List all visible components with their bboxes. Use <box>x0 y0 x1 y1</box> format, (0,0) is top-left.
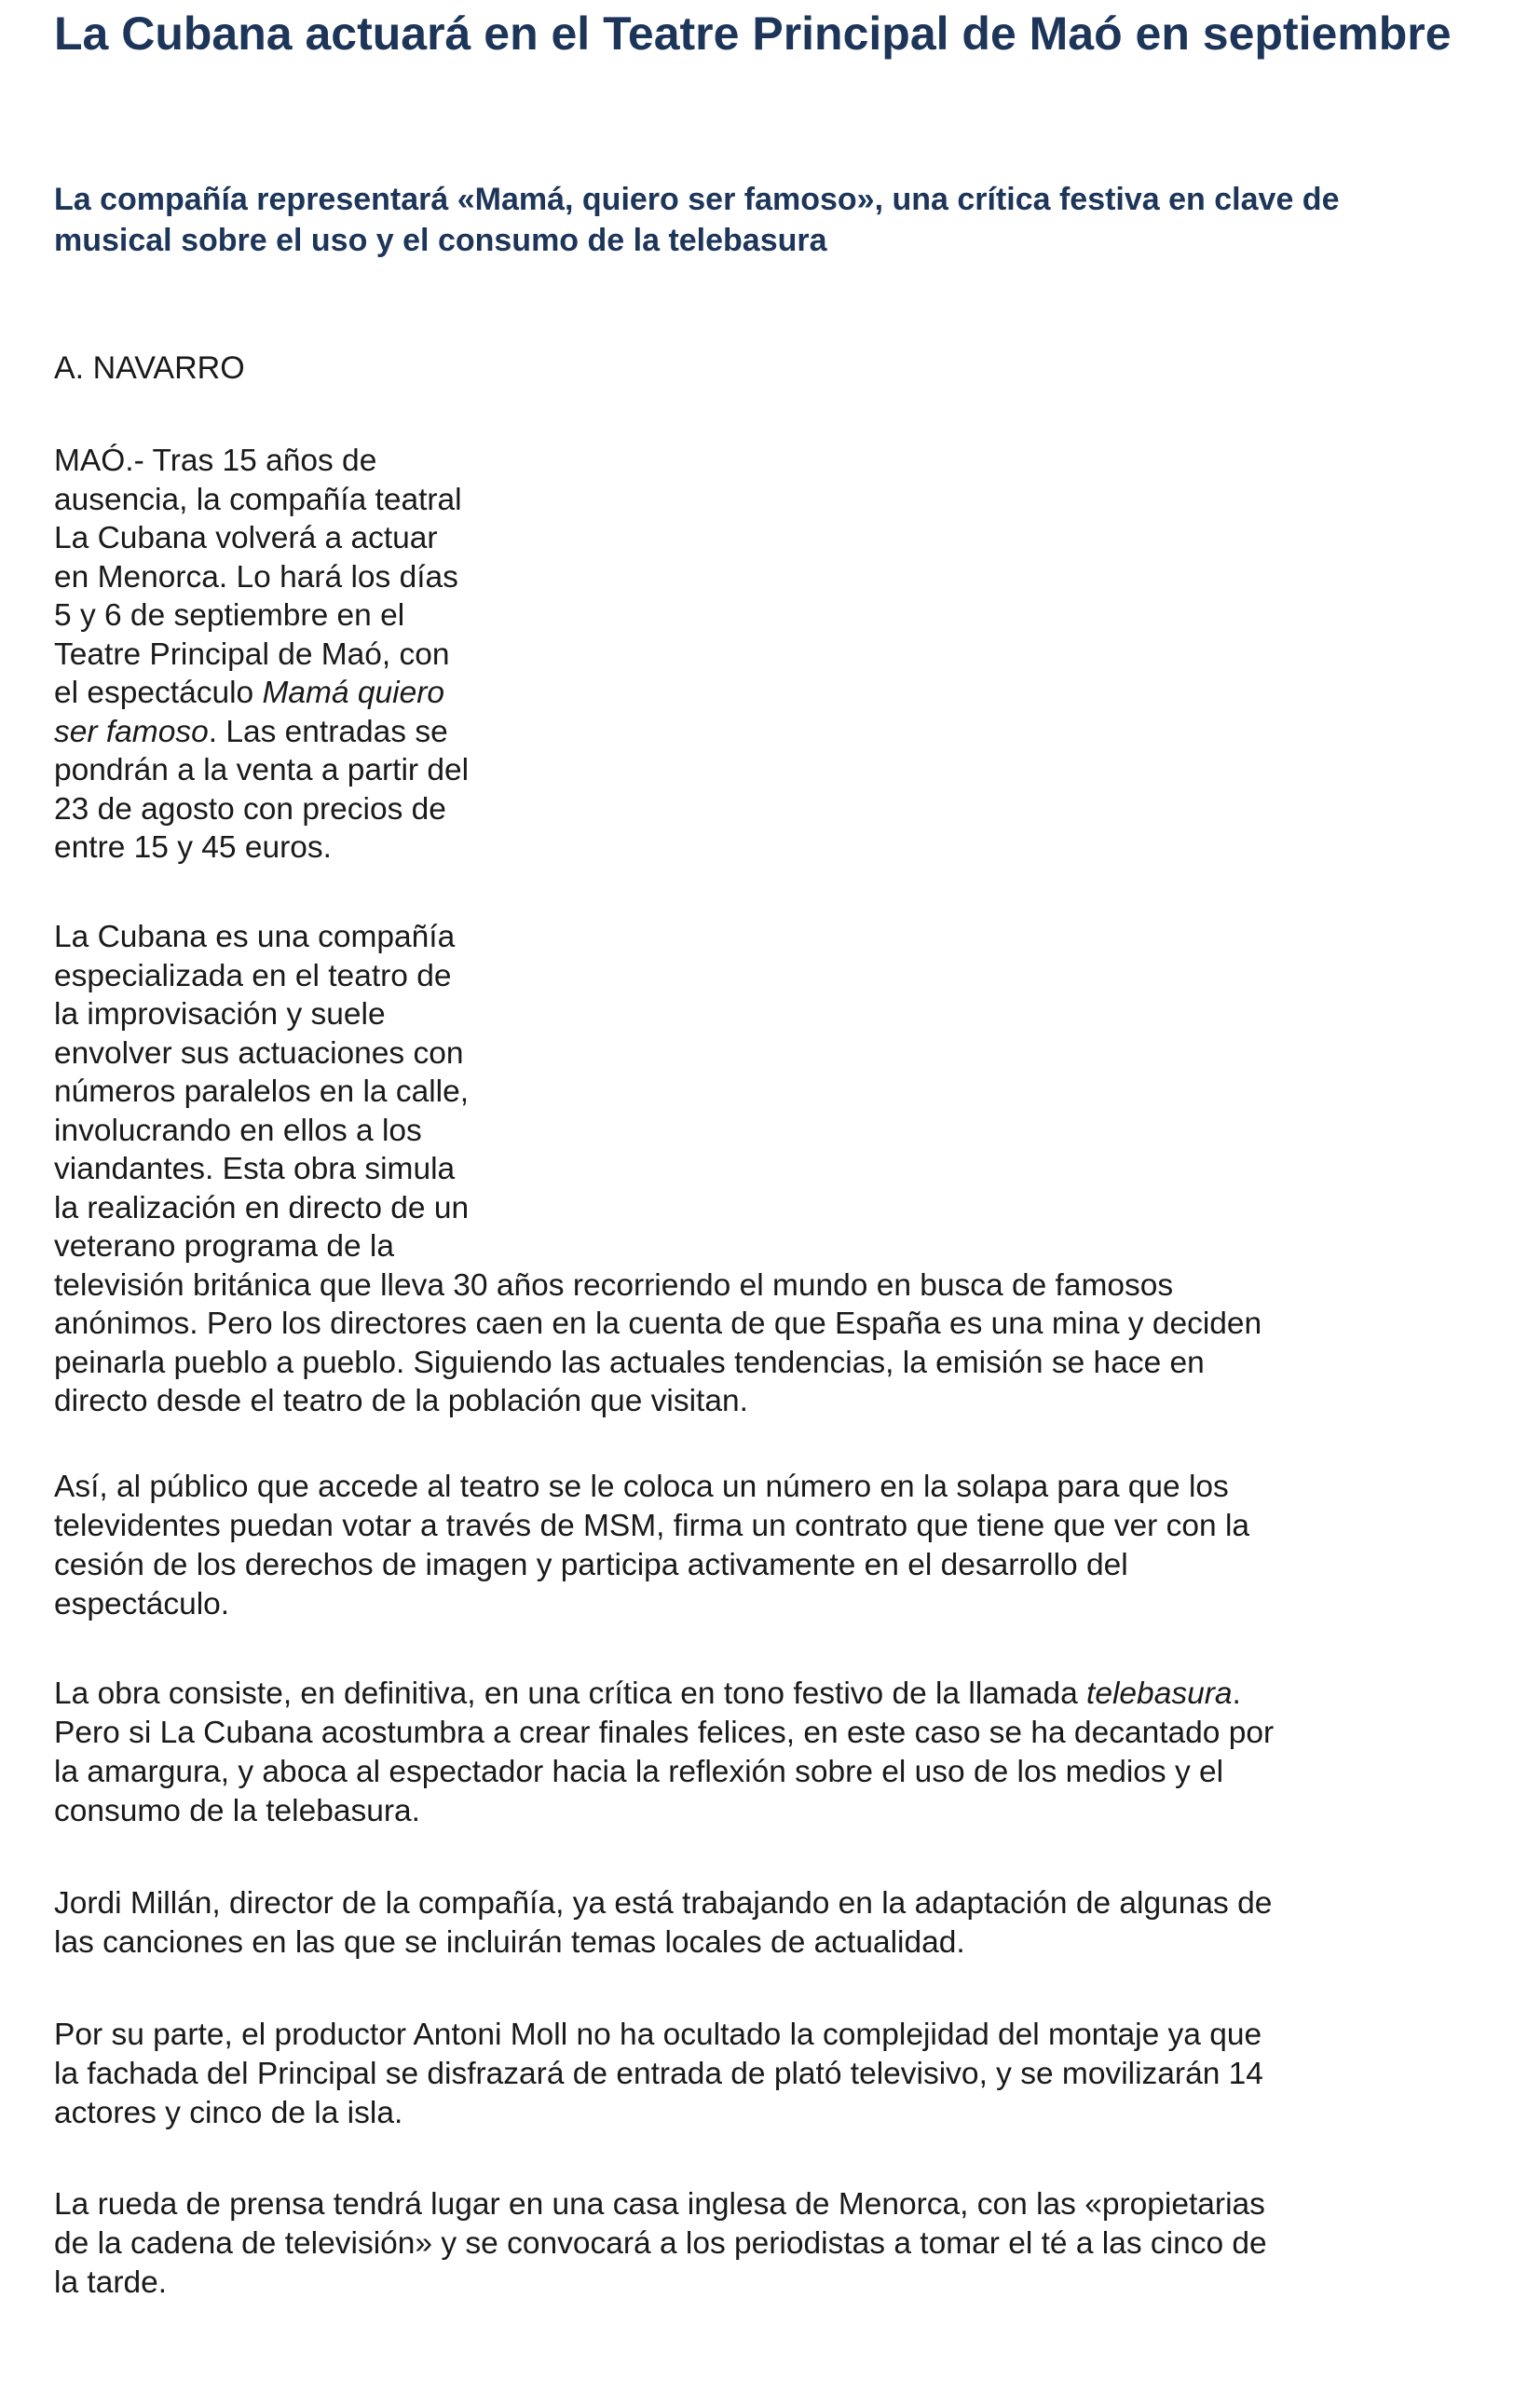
text-line: números paralelos en la calle, <box>54 1074 470 1109</box>
text-line: La Cubana es una compañía <box>54 920 456 954</box>
text-line: 23 de agosto con precios de <box>54 791 446 827</box>
text-run: . <box>1232 1676 1241 1711</box>
text-line: Por su parte, el productor Antoni Moll no ha ocultado la complejidad del montaje ya que <box>54 2018 1262 2052</box>
text-line: entre 15 y 45 euros. <box>54 830 332 865</box>
text-line: televidentes puedan votar a través de MSM, firma un contrato que tiene que ver con la <box>54 1509 1250 1543</box>
text-line: peinarla pueblo a pueblo. Siguiendo las actuales tendencias, la emisión se hace en <box>54 1345 1205 1380</box>
paragraph-5 <box>54 1884 1272 1963</box>
show-title-italic: ser famoso <box>54 714 209 749</box>
byline: A. NAVARRO <box>54 350 245 386</box>
text-line: la fachada del Principal se disfrazará de entrada de plató televisivo, y se movilizarán 14 <box>54 2057 1263 2091</box>
term-italic: telebasura <box>1086 1676 1233 1711</box>
text-line: ausencia, la compañía teatral <box>54 482 462 517</box>
text-run: La obra consiste, en definitiva, en una crítica en tono festivo de la llamada <box>54 1676 1087 1711</box>
text-line <box>54 713 576 752</box>
text-line: televisión británica que lleva 30 años recorriendo el mundo en busca de famosos <box>54 1267 1174 1303</box>
text-line: 5 y 6 de septiembre en el <box>54 598 405 633</box>
subheadline: La compañía representará «Mamá, quiero ser famoso», una crítica festiva en clave de musical sobre el uso y el consumo de la telebasura <box>54 182 1340 258</box>
text-line: Teatre Principal de Maó, con <box>54 636 450 672</box>
text-line: la improvisación y suele <box>54 997 386 1032</box>
text-line: La Cubana volverá a actuar <box>54 521 438 555</box>
text-line: cesión de los derechos de imagen y participa activamente en el desarrollo del <box>54 1548 1128 1582</box>
paragraph-3 <box>54 1468 1249 1624</box>
text-line: pondrán a la venta a partir del <box>54 753 470 787</box>
text-line: las canciones en las que se incluirán temas locales de actualidad. <box>54 1925 965 1960</box>
paragraph-1 <box>54 442 576 868</box>
text-line: Jordi Millán, director de la compañía, ya está trabajando en la adaptación de algunas de <box>54 1886 1273 1921</box>
text-line: la amargura, y aboca al espectador hacia la reflexión sobre el uso de los medios y el <box>54 1755 1224 1789</box>
text-line: consumo de la telebasura. <box>54 1794 420 1828</box>
text-line: MAÓ.- Tras 15 años de <box>54 444 377 478</box>
text-line: directo desde el teatro de la población que visitan. <box>54 1384 748 1418</box>
text-line: viandantes. Esta obra simula <box>54 1152 456 1186</box>
headline: La Cubana actuará en el Teatre Principal de Maó en septiembre <box>54 7 1452 60</box>
paragraph-6 <box>54 2016 1263 2133</box>
text-line: en Menorca. Lo hará los días <box>54 559 458 595</box>
text-line: la tarde. <box>54 2265 168 2300</box>
text-line: especializada en el teatro de <box>54 958 452 993</box>
text-line: involucrando en ellos a los <box>54 1113 422 1148</box>
paragraph-7 <box>54 2185 1267 2303</box>
paragraph-4 <box>54 1675 1274 1831</box>
text-line: Pero si La Cubana acostumbra a crear finales felices, en este caso se ha decantado por <box>54 1716 1275 1750</box>
text-line: Así, al público que accede al teatro se le coloca un número en la solapa para que los <box>54 1470 1229 1504</box>
text-line: envolver sus actuaciones con <box>54 1035 464 1071</box>
paragraph-2 <box>54 918 1262 1421</box>
text-line: actores y cinco de la isla. <box>54 2096 403 2130</box>
text-run: . Las entradas se <box>208 714 448 749</box>
show-title-italic: Mamá quiero <box>262 676 444 710</box>
text-line <box>54 674 576 713</box>
text-line: La rueda de prensa tendrá lugar en una casa inglesa de Menorca, con las «propietarias <box>54 2187 1265 2222</box>
text-line: veterano programa de la <box>54 1229 394 1264</box>
text-line <box>54 1675 1274 1714</box>
text-line: la realización en directo de un <box>54 1190 470 1225</box>
text-line: espectáculo. <box>54 1587 230 1621</box>
text-line: de la cadena de televisión» y se convocará a los periodistas a tomar el té a las cinco de <box>54 2226 1267 2261</box>
text-line: anónimos. Pero los directores caen en la cuenta de que España es una mina y deciden <box>54 1307 1262 1341</box>
text-run: el espectáculo <box>54 676 263 710</box>
